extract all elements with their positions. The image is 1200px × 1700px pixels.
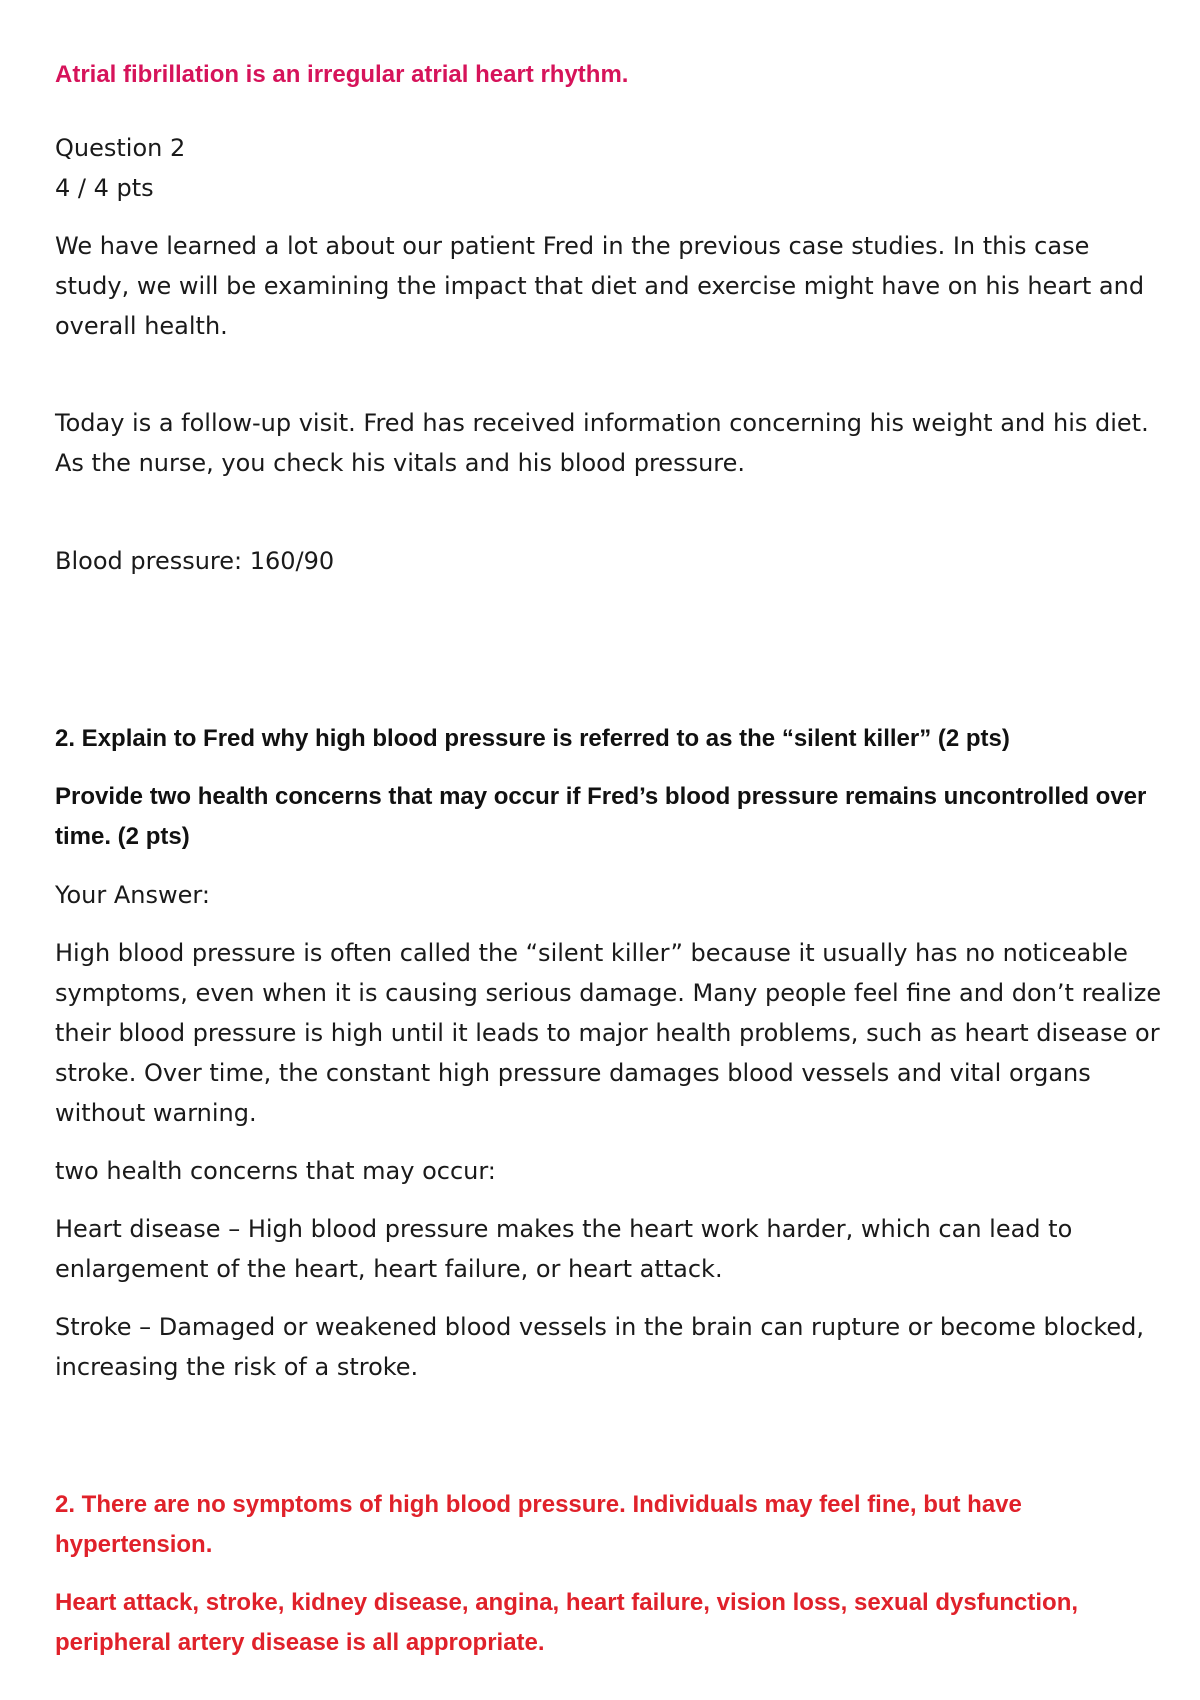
question-title: Question 2: [55, 134, 186, 162]
feedback-paragraph: Heart attack, stroke, kidney disease, angina, heart failure, vision loss, sexual dysfunction, peripheral artery disease is all appropriate.: [55, 1589, 1079, 1656]
feedback-paragraph: 2. There are no symptoms of high blood pressure. Individuals may feel fine, but have hypertension.: [55, 1491, 1022, 1558]
question-part-two: Provide two health concerns that may occur if Fred’s blood pressure remains uncontrolled over time. (2 pts): [55, 783, 1147, 850]
blood-pressure-reading: Blood pressure: 160/90: [55, 547, 335, 575]
answer-paragraph: High blood pressure is often called the “silent killer” because it usually has no noticeable symptoms, even when it is causing serious damage. Many people feel fine and don’t realize their blood pressure is high until it leads to major health problems, such as heart disease or stroke. Over time, the constant high pressure damages blood vessels and vital organs without warning.: [55, 939, 1162, 1127]
answer-paragraph: Heart disease – High blood pressure makes the heart work harder, which can lead to enlargement of the heart, heart failure, or heart attack.: [55, 1215, 1073, 1283]
student-answer: [55, 875, 1165, 1387]
question-points: 4 / 4 pts: [55, 174, 154, 202]
answer-paragraph: two health concerns that may occur:: [55, 1157, 496, 1185]
question-part-one: 2. Explain to Fred why high blood pressure is referred to as the “silent killer” (2 pts): [55, 725, 1010, 752]
your-answer-label: Your Answer:: [55, 881, 210, 909]
question-prompt: [55, 226, 1165, 857]
prompt-paragraph: Today is a follow-up visit. Fred has received information concerning his weight and his diet. As the nurse, you check his vitals and his blood pressure.: [55, 409, 1149, 477]
instructor-feedback: [55, 1485, 1165, 1663]
quiz-results-page: [55, 55, 1165, 1681]
answer-paragraph: Stroke – Damaged or weakened blood vessels in the brain can rupture or become blocked, increasing the risk of a stroke.: [55, 1313, 1145, 1381]
prompt-paragraph: We have learned a lot about our patient Fred in the previous case studies. In this case study, we will be examining the impact that diet and exercise might have on his heart and overall health.: [55, 232, 1145, 340]
previous-question-feedback: Atrial fibrillation is an irregular atrial heart rhythm.: [55, 61, 629, 88]
question-header: [55, 128, 1165, 208]
